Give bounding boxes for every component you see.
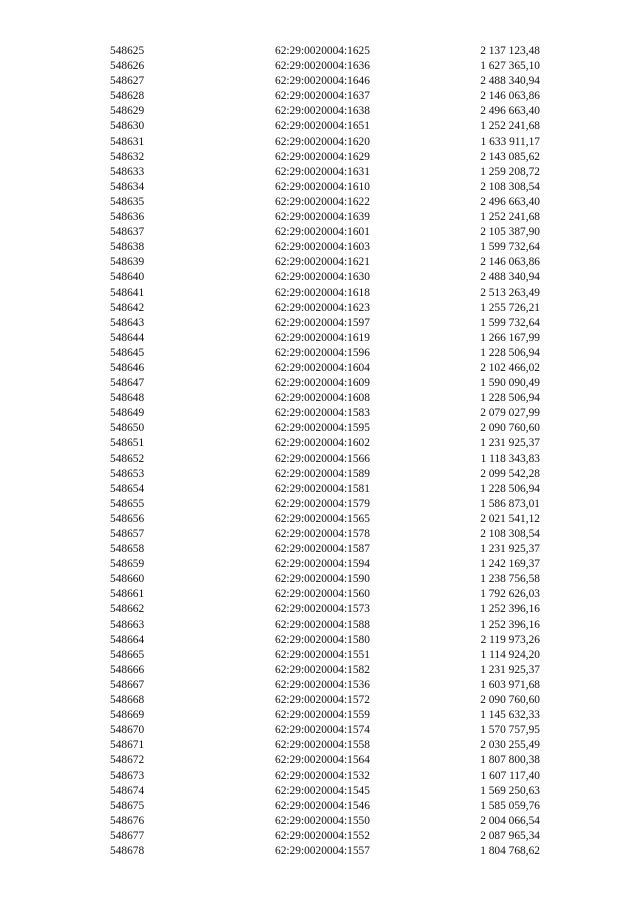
cadastral-number: 62:29:0020004:1603 — [275, 241, 370, 254]
cadastral-value: 2 488 340,94 — [480, 271, 540, 284]
cadastral-value: 1 266 167,99 — [480, 331, 540, 344]
table-row — [110, 829, 540, 844]
row-number: 548662 — [110, 603, 145, 616]
cadastral-number: 62:29:0020004:1552 — [275, 829, 370, 842]
row-number: 548667 — [110, 678, 145, 691]
table-row — [110, 180, 540, 195]
table-row — [110, 738, 540, 753]
cadastral-value: 2 119 973,26 — [480, 633, 540, 646]
row-number: 548629 — [110, 105, 145, 118]
table-row — [110, 814, 540, 829]
table-row — [110, 693, 540, 708]
table-row — [110, 225, 540, 240]
cadastral-number: 62:29:0020004:1621 — [275, 256, 370, 269]
row-number: 548652 — [110, 452, 145, 465]
cadastral-value: 1 228 506,94 — [480, 482, 540, 495]
row-number: 548675 — [110, 799, 145, 812]
cadastral-number: 62:29:0020004:1609 — [275, 377, 370, 390]
cadastral-number: 62:29:0020004:1557 — [275, 844, 370, 857]
table-row — [110, 467, 540, 482]
table-row — [110, 633, 540, 648]
cadastral-number: 62:29:0020004:1566 — [275, 452, 370, 465]
table-row — [110, 150, 540, 165]
cadastral-number: 62:29:0020004:1536 — [275, 678, 370, 691]
cadastral-number: 62:29:0020004:1532 — [275, 769, 370, 782]
row-number: 548636 — [110, 211, 145, 224]
cadastral-number: 62:29:0020004:1619 — [275, 331, 370, 344]
cadastral-number: 62:29:0020004:1588 — [275, 618, 370, 631]
cadastral-value: 2 021 541,12 — [480, 512, 540, 525]
cadastral-number: 62:29:0020004:1630 — [275, 271, 370, 284]
cadastral-number: 62:29:0020004:1550 — [275, 814, 370, 827]
row-number: 548665 — [110, 648, 145, 661]
table-row — [110, 482, 540, 497]
cadastral-number: 62:29:0020004:1559 — [275, 709, 370, 722]
cadastral-number: 62:29:0020004:1579 — [275, 497, 370, 510]
table-row — [110, 452, 540, 467]
cadastral-number: 62:29:0020004:1581 — [275, 482, 370, 495]
cadastral-number: 62:29:0020004:1625 — [275, 45, 370, 57]
cadastral-number: 62:29:0020004:1651 — [275, 120, 370, 133]
cadastral-value: 2 146 063,86 — [480, 256, 540, 269]
table-row — [110, 769, 540, 784]
cadastral-value: 2 087 965,34 — [480, 829, 540, 842]
table-row — [110, 557, 540, 572]
cadastral-value: 1 255 726,21 — [480, 301, 540, 314]
table-row — [110, 436, 540, 451]
row-number: 548638 — [110, 241, 145, 254]
cadastral-number: 62:29:0020004:1596 — [275, 346, 370, 359]
table-row — [110, 512, 540, 527]
row-number: 548677 — [110, 829, 145, 842]
cadastral-number: 62:29:0020004:1595 — [275, 422, 370, 435]
cadastral-value: 2 099 542,28 — [480, 467, 540, 480]
row-number: 548649 — [110, 407, 145, 420]
row-number: 548651 — [110, 437, 145, 450]
row-number: 548657 — [110, 528, 145, 540]
cadastral-value: 2 513 263,49 — [480, 286, 540, 299]
cadastral-value: 2 030 255,49 — [480, 739, 540, 752]
table-row — [110, 74, 540, 89]
cadastral-value: 1 804 768,62 — [480, 844, 540, 857]
cadastral-value: 2 488 340,94 — [480, 75, 540, 88]
row-number: 548635 — [110, 195, 145, 208]
cadastral-number: 62:29:0020004:1638 — [275, 105, 370, 118]
cadastral-number: 62:29:0020004:1636 — [275, 60, 370, 73]
cadastral-number: 62:29:0020004:1582 — [275, 663, 370, 676]
row-number: 548634 — [110, 180, 145, 193]
cadastral-value: 1 585 059,76 — [480, 799, 540, 812]
cadastral-value: 1 252 396,16 — [480, 618, 540, 631]
row-number: 548671 — [110, 739, 145, 752]
cadastral-value: 2 102 466,02 — [480, 361, 540, 374]
cadastral-number: 62:29:0020004:1620 — [275, 135, 370, 148]
table-row — [110, 119, 540, 134]
cadastral-value: 1 607 117,40 — [480, 769, 540, 782]
table-row — [110, 346, 540, 361]
row-number: 548661 — [110, 588, 145, 601]
cadastral-value: 2 496 663,40 — [480, 195, 540, 208]
cadastral-value: 1 603 971,68 — [480, 678, 540, 691]
cadastral-number: 62:29:0020004:1637 — [275, 90, 370, 103]
table-row — [110, 844, 540, 859]
row-number: 548673 — [110, 769, 145, 782]
table-row — [110, 421, 540, 436]
cadastral-value: 1 228 506,94 — [480, 392, 540, 405]
row-number: 548647 — [110, 377, 145, 390]
cadastral-value: 1 570 757,95 — [480, 724, 540, 737]
row-number: 548643 — [110, 316, 145, 329]
cadastral-number: 62:29:0020004:1618 — [275, 286, 370, 299]
row-number: 548666 — [110, 663, 145, 676]
cadastral-value: 2 143 085,62 — [480, 150, 540, 163]
row-number: 548640 — [110, 271, 145, 284]
cadastral-number: 62:29:0020004:1623 — [275, 301, 370, 314]
table-row — [110, 678, 540, 693]
table-row — [110, 799, 540, 814]
cadastral-value: 1 231 925,37 — [480, 437, 540, 450]
cadastral-number: 62:29:0020004:1594 — [275, 558, 370, 571]
table-row — [110, 255, 540, 270]
cadastral-value: 1 242 169,37 — [480, 558, 540, 571]
row-number: 548658 — [110, 543, 145, 556]
cadastral-number: 62:29:0020004:1580 — [275, 633, 370, 646]
row-number: 548637 — [110, 226, 145, 239]
row-number: 548655 — [110, 497, 145, 510]
table-row — [110, 210, 540, 225]
cadastral-number: 62:29:0020004:1564 — [275, 754, 370, 767]
cadastral-value: 2 496 663,40 — [480, 105, 540, 118]
cadastral-number: 62:29:0020004:1646 — [275, 75, 370, 88]
table-row — [110, 89, 540, 104]
cadastral-number: 62:29:0020004:1560 — [275, 588, 370, 601]
table-row — [110, 270, 540, 285]
row-number: 548632 — [110, 150, 145, 163]
cadastral-value: 1 569 250,63 — [480, 784, 540, 797]
cadastral-value: 2 108 308,54 — [480, 528, 540, 540]
cadastral-number: 62:29:0020004:1597 — [275, 316, 370, 329]
cadastral-value: 1 586 873,01 — [480, 497, 540, 510]
row-number: 548660 — [110, 573, 145, 586]
cadastral-number: 62:29:0020004:1601 — [275, 226, 370, 239]
table-row — [110, 301, 540, 316]
row-number: 548625 — [110, 45, 145, 57]
table-row — [110, 286, 540, 301]
cadastral-number: 62:29:0020004:1583 — [275, 407, 370, 420]
table-row — [110, 663, 540, 678]
table-row — [110, 572, 540, 587]
table-row — [110, 44, 540, 59]
cadastral-value: 1 590 090,49 — [480, 377, 540, 390]
cadastral-number: 62:29:0020004:1610 — [275, 180, 370, 193]
cadastral-number: 62:29:0020004:1574 — [275, 724, 370, 737]
row-number: 548646 — [110, 361, 145, 374]
cadastral-value: 1 599 732,64 — [480, 241, 540, 254]
cadastral-value: 2 105 387,90 — [480, 226, 540, 239]
row-number: 548672 — [110, 754, 145, 767]
table-row — [110, 618, 540, 633]
row-number: 548642 — [110, 301, 145, 314]
row-number: 548644 — [110, 331, 145, 344]
row-number: 548663 — [110, 618, 145, 631]
cadastral-number: 62:29:0020004:1629 — [275, 150, 370, 163]
row-number: 548648 — [110, 392, 145, 405]
table-row — [110, 331, 540, 346]
row-number: 548626 — [110, 60, 145, 73]
row-number: 548656 — [110, 512, 145, 525]
table-row — [110, 391, 540, 406]
table-row — [110, 784, 540, 799]
row-number: 548659 — [110, 558, 145, 571]
cadastral-number: 62:29:0020004:1546 — [275, 799, 370, 812]
table-row — [110, 497, 540, 512]
cadastral-value: 1 259 208,72 — [480, 165, 540, 178]
cadastral-value: 2 004 066,54 — [480, 814, 540, 827]
row-number: 548631 — [110, 135, 145, 148]
table-row — [110, 59, 540, 74]
cadastral-number: 62:29:0020004:1545 — [275, 784, 370, 797]
cadastral-number: 62:29:0020004:1589 — [275, 467, 370, 480]
cadastral-value: 1 807 800,38 — [480, 754, 540, 767]
cadastral-value: 1 627 365,10 — [480, 60, 540, 73]
cadastral-value: 1 252 241,68 — [480, 211, 540, 224]
cadastral-value: 2 146 063,86 — [480, 90, 540, 103]
row-number: 548664 — [110, 633, 145, 646]
cadastral-number: 62:29:0020004:1604 — [275, 361, 370, 374]
table-row — [110, 104, 540, 119]
table-row — [110, 542, 540, 557]
table-row — [110, 602, 540, 617]
cadastral-number: 62:29:0020004:1558 — [275, 739, 370, 752]
table-row — [110, 406, 540, 421]
cadastral-value: 2 137 123,48 — [480, 45, 540, 57]
row-number: 548670 — [110, 724, 145, 737]
cadastral-value: 1 118 343,83 — [480, 452, 540, 465]
row-number: 548669 — [110, 709, 145, 722]
table-row — [110, 195, 540, 210]
cadastral-value: 2 108 308,54 — [480, 180, 540, 193]
table-row — [110, 316, 540, 331]
cadastral-value: 1 231 925,37 — [480, 663, 540, 676]
cadastral-value-table — [110, 44, 540, 859]
cadastral-number: 62:29:0020004:1551 — [275, 648, 370, 661]
cadastral-number: 62:29:0020004:1590 — [275, 573, 370, 586]
row-number: 548653 — [110, 467, 145, 480]
table-row — [110, 648, 540, 663]
row-number: 548630 — [110, 120, 145, 133]
row-number: 548678 — [110, 844, 145, 857]
cadastral-value: 1 145 632,33 — [480, 709, 540, 722]
cadastral-value: 1 238 756,58 — [480, 573, 540, 586]
cadastral-number: 62:29:0020004:1573 — [275, 603, 370, 616]
cadastral-number: 62:29:0020004:1578 — [275, 528, 370, 540]
table-row — [110, 753, 540, 768]
cadastral-value: 1 792 626,03 — [480, 588, 540, 601]
table-row — [110, 527, 540, 542]
table-row — [110, 587, 540, 602]
row-number: 548641 — [110, 286, 145, 299]
cadastral-value: 1 114 924,20 — [480, 648, 540, 661]
cadastral-number: 62:29:0020004:1565 — [275, 512, 370, 525]
table-row — [110, 723, 540, 738]
cadastral-value: 1 231 925,37 — [480, 543, 540, 556]
cadastral-number: 62:29:0020004:1587 — [275, 543, 370, 556]
cadastral-value: 2 079 027,99 — [480, 407, 540, 420]
cadastral-number: 62:29:0020004:1639 — [275, 211, 370, 224]
row-number: 548633 — [110, 165, 145, 178]
row-number: 548645 — [110, 346, 145, 359]
table-row — [110, 376, 540, 391]
table-row — [110, 135, 540, 150]
cadastral-number: 62:29:0020004:1572 — [275, 694, 370, 707]
cadastral-number: 62:29:0020004:1622 — [275, 195, 370, 208]
cadastral-value: 1 633 911,17 — [480, 135, 540, 148]
cadastral-value: 1 228 506,94 — [480, 346, 540, 359]
row-number: 548674 — [110, 784, 145, 797]
row-number: 548628 — [110, 90, 145, 103]
table-row — [110, 708, 540, 723]
table-row — [110, 165, 540, 180]
cadastral-number: 62:29:0020004:1602 — [275, 437, 370, 450]
row-number: 548627 — [110, 75, 145, 88]
row-number: 548654 — [110, 482, 145, 495]
cadastral-value: 1 252 396,16 — [480, 603, 540, 616]
cadastral-value: 1 599 732,64 — [480, 316, 540, 329]
cadastral-value: 2 090 760,60 — [480, 694, 540, 707]
row-number: 548639 — [110, 256, 145, 269]
cadastral-value: 2 090 760,60 — [480, 422, 540, 435]
cadastral-number: 62:29:0020004:1608 — [275, 392, 370, 405]
cadastral-value: 1 252 241,68 — [480, 120, 540, 133]
cadastral-number: 62:29:0020004:1631 — [275, 165, 370, 178]
table-row — [110, 361, 540, 376]
row-number: 548676 — [110, 814, 145, 827]
table-row — [110, 240, 540, 255]
row-number: 548650 — [110, 422, 145, 435]
row-number: 548668 — [110, 694, 145, 707]
